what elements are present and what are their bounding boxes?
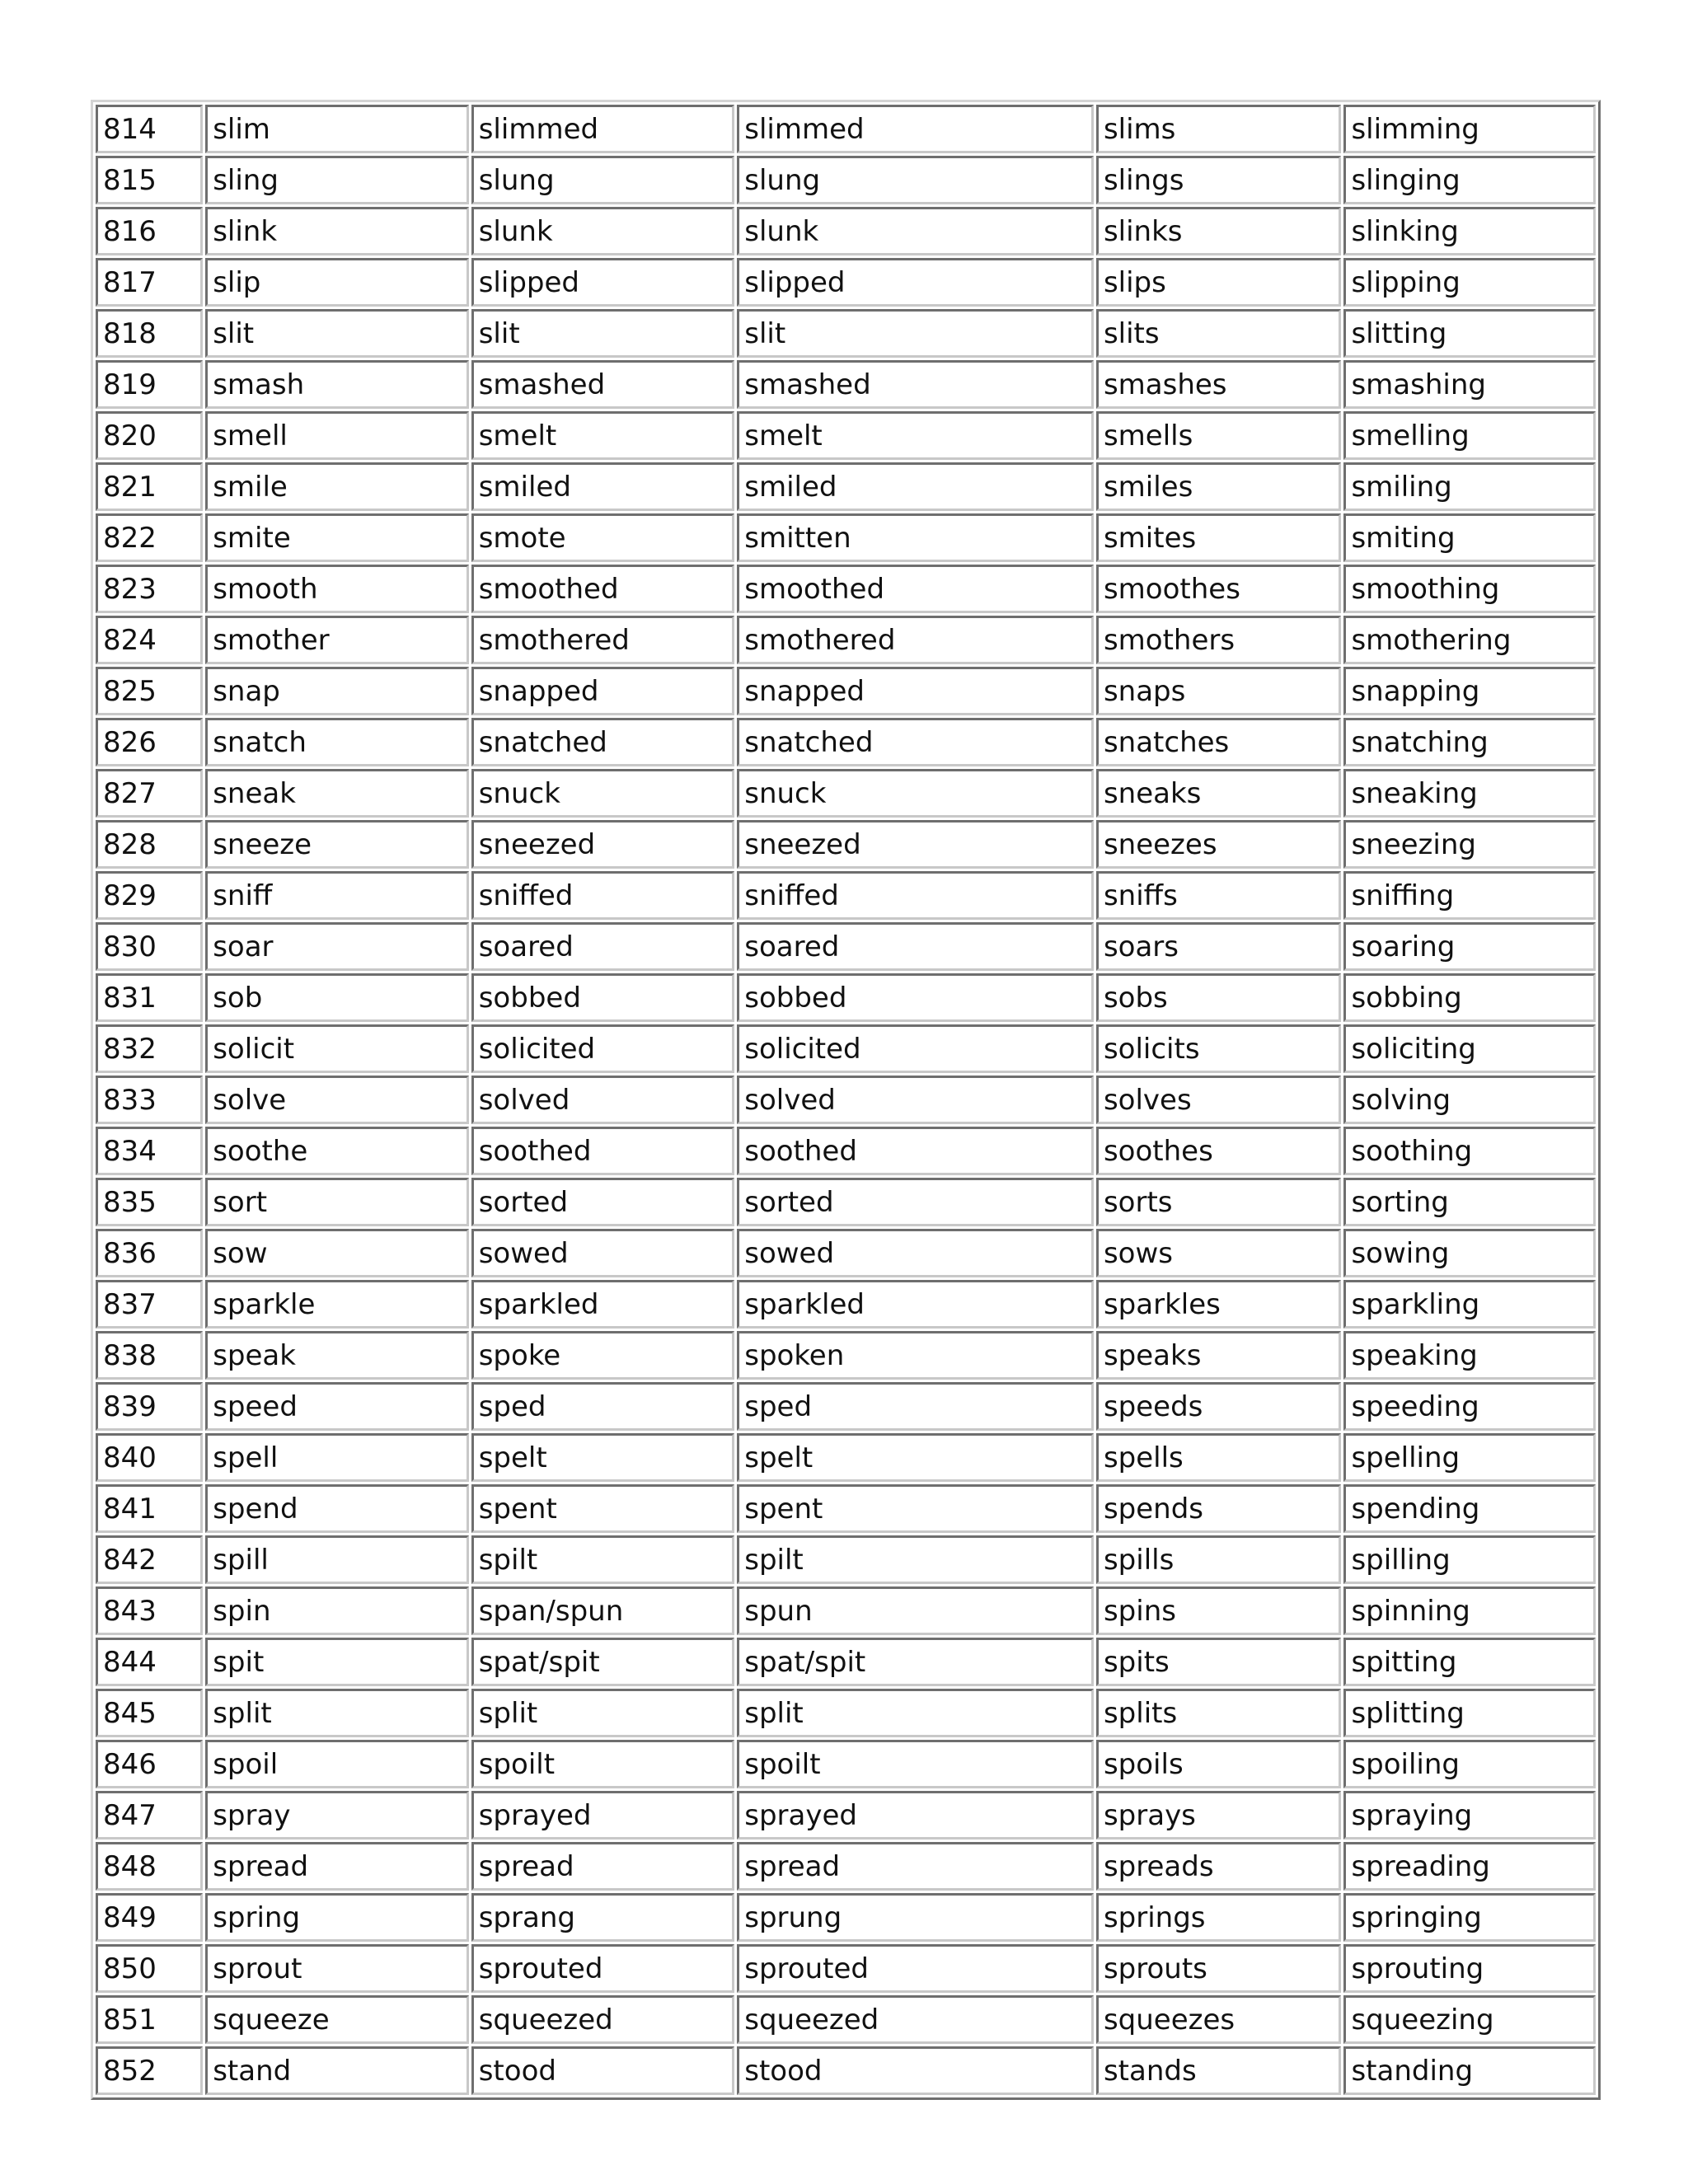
past-simple-cell: smashed — [471, 360, 735, 409]
present-participle-cell: smiling — [1343, 462, 1596, 511]
past-simple-cell: smote — [471, 513, 735, 562]
present-participle-cell: standing — [1343, 2046, 1596, 2095]
past-participle-cell: spun — [737, 1586, 1094, 1635]
past-simple-cell: spread — [471, 1842, 735, 1891]
third-person-cell: sparkles — [1096, 1280, 1341, 1329]
third-person-cell: sniffs — [1096, 871, 1341, 920]
third-person-cell: snaps — [1096, 667, 1341, 715]
row-number-cell: 826 — [96, 718, 203, 766]
present-participle-cell: spelling — [1343, 1433, 1596, 1482]
table-row — [96, 1331, 1596, 1380]
third-person-cell: smothers — [1096, 616, 1341, 664]
table-row — [96, 1024, 1596, 1073]
table-row — [96, 411, 1596, 460]
past-simple-cell: snuck — [471, 769, 735, 818]
present-participle-cell: smoothing — [1343, 565, 1596, 613]
table-row — [96, 1995, 1596, 2044]
base-form-cell: smell — [205, 411, 469, 460]
past-simple-cell: snapped — [471, 667, 735, 715]
table-row — [96, 1433, 1596, 1482]
base-form-cell: smother — [205, 616, 469, 664]
base-form-cell: smile — [205, 462, 469, 511]
row-number-cell: 852 — [96, 2046, 203, 2095]
past-participle-cell: spread — [737, 1842, 1094, 1891]
row-number-cell: 838 — [96, 1331, 203, 1380]
past-simple-cell: spent — [471, 1484, 735, 1533]
present-participle-cell: slipping — [1343, 258, 1596, 307]
base-form-cell: sprout — [205, 1944, 469, 1993]
past-simple-cell: slimmed — [471, 105, 735, 153]
present-participle-cell: spending — [1343, 1484, 1596, 1533]
third-person-cell: squeezes — [1096, 1995, 1341, 2044]
row-number-cell: 833 — [96, 1076, 203, 1124]
past-participle-cell: slunk — [737, 207, 1094, 255]
table-row — [96, 667, 1596, 715]
past-simple-cell: stood — [471, 2046, 735, 2095]
third-person-cell: speaks — [1096, 1331, 1341, 1380]
third-person-cell: sprouts — [1096, 1944, 1341, 1993]
past-participle-cell: sneezed — [737, 820, 1094, 869]
third-person-cell: slims — [1096, 105, 1341, 153]
past-simple-cell: spelt — [471, 1433, 735, 1482]
third-person-cell: splits — [1096, 1689, 1341, 1737]
past-participle-cell: sprung — [737, 1893, 1094, 1942]
past-simple-cell: smoothed — [471, 565, 735, 613]
base-form-cell: sort — [205, 1178, 469, 1226]
present-participle-cell: snapping — [1343, 667, 1596, 715]
past-simple-cell: sprouted — [471, 1944, 735, 1993]
row-number-cell: 818 — [96, 309, 203, 358]
past-simple-cell: span/spun — [471, 1586, 735, 1635]
past-participle-cell: smoothed — [737, 565, 1094, 613]
present-participle-cell: sorting — [1343, 1178, 1596, 1226]
row-number-cell: 829 — [96, 871, 203, 920]
third-person-cell: smoothes — [1096, 565, 1341, 613]
past-participle-cell: stood — [737, 2046, 1094, 2095]
row-number-cell: 850 — [96, 1944, 203, 1993]
past-participle-cell: sprouted — [737, 1944, 1094, 1993]
third-person-cell: snatches — [1096, 718, 1341, 766]
table-row — [96, 360, 1596, 409]
third-person-cell: smites — [1096, 513, 1341, 562]
third-person-cell: sows — [1096, 1229, 1341, 1277]
past-simple-cell: soothed — [471, 1127, 735, 1175]
row-number-cell: 848 — [96, 1842, 203, 1891]
present-participle-cell: speeding — [1343, 1382, 1596, 1431]
past-simple-cell: sped — [471, 1382, 735, 1431]
present-participle-cell: spoiling — [1343, 1740, 1596, 1788]
table-row — [96, 1638, 1596, 1686]
table-row — [96, 1944, 1596, 1993]
base-form-cell: slit — [205, 309, 469, 358]
third-person-cell: spends — [1096, 1484, 1341, 1533]
row-number-cell: 836 — [96, 1229, 203, 1277]
row-number-cell: 815 — [96, 156, 203, 204]
past-participle-cell: slit — [737, 309, 1094, 358]
past-simple-cell: spat/spit — [471, 1638, 735, 1686]
past-participle-cell: spent — [737, 1484, 1094, 1533]
present-participle-cell: smashing — [1343, 360, 1596, 409]
present-participle-cell: splitting — [1343, 1689, 1596, 1737]
past-simple-cell: sparkled — [471, 1280, 735, 1329]
third-person-cell: solicits — [1096, 1024, 1341, 1073]
row-number-cell: 845 — [96, 1689, 203, 1737]
past-participle-cell: soothed — [737, 1127, 1094, 1175]
third-person-cell: sneezes — [1096, 820, 1341, 869]
base-form-cell: split — [205, 1689, 469, 1737]
present-participle-cell: snatching — [1343, 718, 1596, 766]
third-person-cell: spreads — [1096, 1842, 1341, 1891]
row-number-cell: 819 — [96, 360, 203, 409]
table-row — [96, 565, 1596, 613]
past-simple-cell: smothered — [471, 616, 735, 664]
table-row — [96, 1535, 1596, 1584]
base-form-cell: smite — [205, 513, 469, 562]
present-participle-cell: springing — [1343, 1893, 1596, 1942]
third-person-cell: sobs — [1096, 973, 1341, 1022]
row-number-cell: 830 — [96, 922, 203, 971]
row-number-cell: 851 — [96, 1995, 203, 2044]
past-simple-cell: sorted — [471, 1178, 735, 1226]
past-simple-cell: split — [471, 1689, 735, 1737]
base-form-cell: spend — [205, 1484, 469, 1533]
present-participle-cell: smiting — [1343, 513, 1596, 562]
table-row — [96, 309, 1596, 358]
present-participle-cell: slitting — [1343, 309, 1596, 358]
third-person-cell: spins — [1096, 1586, 1341, 1635]
base-form-cell: speed — [205, 1382, 469, 1431]
present-participle-cell: slimming — [1343, 105, 1596, 153]
base-form-cell: slink — [205, 207, 469, 255]
base-form-cell: snatch — [205, 718, 469, 766]
past-participle-cell: sobbed — [737, 973, 1094, 1022]
present-participle-cell: soothing — [1343, 1127, 1596, 1175]
verb-forms-table — [91, 100, 1601, 2100]
base-form-cell: squeeze — [205, 1995, 469, 2044]
past-simple-cell: sobbed — [471, 973, 735, 1022]
row-number-cell: 816 — [96, 207, 203, 255]
third-person-cell: solves — [1096, 1076, 1341, 1124]
past-participle-cell: solicited — [737, 1024, 1094, 1073]
third-person-cell: sneaks — [1096, 769, 1341, 818]
row-number-cell: 824 — [96, 616, 203, 664]
row-number-cell: 822 — [96, 513, 203, 562]
past-simple-cell: smiled — [471, 462, 735, 511]
table-row — [96, 513, 1596, 562]
base-form-cell: spread — [205, 1842, 469, 1891]
present-participle-cell: spitting — [1343, 1638, 1596, 1686]
present-participle-cell: sneaking — [1343, 769, 1596, 818]
base-form-cell: snap — [205, 667, 469, 715]
past-simple-cell: snatched — [471, 718, 735, 766]
base-form-cell: stand — [205, 2046, 469, 2095]
past-simple-cell: sniffed — [471, 871, 735, 920]
table-row — [96, 1484, 1596, 1533]
row-number-cell: 821 — [96, 462, 203, 511]
past-participle-cell: smashed — [737, 360, 1094, 409]
row-number-cell: 820 — [96, 411, 203, 460]
past-participle-cell: smothered — [737, 616, 1094, 664]
past-participle-cell: sped — [737, 1382, 1094, 1431]
present-participle-cell: spilling — [1343, 1535, 1596, 1584]
third-person-cell: stands — [1096, 2046, 1341, 2095]
present-participle-cell: solving — [1343, 1076, 1596, 1124]
base-form-cell: soothe — [205, 1127, 469, 1175]
row-number-cell: 841 — [96, 1484, 203, 1533]
third-person-cell: spells — [1096, 1433, 1341, 1482]
row-number-cell: 840 — [96, 1433, 203, 1482]
row-number-cell: 817 — [96, 258, 203, 307]
past-participle-cell: spat/spit — [737, 1638, 1094, 1686]
past-simple-cell: squeezed — [471, 1995, 735, 2044]
base-form-cell: sneak — [205, 769, 469, 818]
past-simple-cell: sneezed — [471, 820, 735, 869]
table-row — [96, 1178, 1596, 1226]
present-participle-cell: soliciting — [1343, 1024, 1596, 1073]
past-participle-cell: sorted — [737, 1178, 1094, 1226]
table-row — [96, 1893, 1596, 1942]
third-person-cell: spits — [1096, 1638, 1341, 1686]
row-number-cell: 844 — [96, 1638, 203, 1686]
base-form-cell: spit — [205, 1638, 469, 1686]
base-form-cell: sob — [205, 973, 469, 1022]
table-row — [96, 1382, 1596, 1431]
past-participle-cell: spelt — [737, 1433, 1094, 1482]
present-participle-cell: sniffing — [1343, 871, 1596, 920]
table-row — [96, 1229, 1596, 1277]
past-simple-cell: spoilt — [471, 1740, 735, 1788]
present-participle-cell: sprouting — [1343, 1944, 1596, 1993]
past-participle-cell: spoken — [737, 1331, 1094, 1380]
past-simple-cell: sprang — [471, 1893, 735, 1942]
table-row — [96, 820, 1596, 869]
past-participle-cell: sniffed — [737, 871, 1094, 920]
past-participle-cell: snapped — [737, 667, 1094, 715]
past-simple-cell: sprayed — [471, 1791, 735, 1840]
table-row — [96, 922, 1596, 971]
table-row — [96, 1689, 1596, 1737]
third-person-cell: slinks — [1096, 207, 1341, 255]
table-row — [96, 769, 1596, 818]
table-row — [96, 1791, 1596, 1840]
present-participle-cell: speaking — [1343, 1331, 1596, 1380]
third-person-cell: springs — [1096, 1893, 1341, 1942]
third-person-cell: sorts — [1096, 1178, 1341, 1226]
past-participle-cell: sprayed — [737, 1791, 1094, 1840]
past-participle-cell: sparkled — [737, 1280, 1094, 1329]
base-form-cell: sniff — [205, 871, 469, 920]
table-row — [96, 2046, 1596, 2095]
present-participle-cell: slinging — [1343, 156, 1596, 204]
table-row — [96, 616, 1596, 664]
base-form-cell: soar — [205, 922, 469, 971]
past-participle-cell: snatched — [737, 718, 1094, 766]
past-participle-cell: split — [737, 1689, 1094, 1737]
past-simple-cell: soared — [471, 922, 735, 971]
past-participle-cell: solved — [737, 1076, 1094, 1124]
row-number-cell: 828 — [96, 820, 203, 869]
table-row — [96, 156, 1596, 204]
row-number-cell: 837 — [96, 1280, 203, 1329]
base-form-cell: spill — [205, 1535, 469, 1584]
third-person-cell: slits — [1096, 309, 1341, 358]
past-participle-cell: slimmed — [737, 105, 1094, 153]
row-number-cell: 842 — [96, 1535, 203, 1584]
third-person-cell: sprays — [1096, 1791, 1341, 1840]
third-person-cell: spills — [1096, 1535, 1341, 1584]
table-row — [96, 718, 1596, 766]
third-person-cell: slips — [1096, 258, 1341, 307]
past-participle-cell: smelt — [737, 411, 1094, 460]
past-simple-cell: sowed — [471, 1229, 735, 1277]
table-row — [96, 1280, 1596, 1329]
present-participle-cell: smelling — [1343, 411, 1596, 460]
base-form-cell: spin — [205, 1586, 469, 1635]
third-person-cell: speeds — [1096, 1382, 1341, 1431]
base-form-cell: solve — [205, 1076, 469, 1124]
base-form-cell: spring — [205, 1893, 469, 1942]
table-row — [96, 1740, 1596, 1788]
past-simple-cell: slipped — [471, 258, 735, 307]
past-simple-cell: solicited — [471, 1024, 735, 1073]
row-number-cell: 831 — [96, 973, 203, 1022]
past-simple-cell: smelt — [471, 411, 735, 460]
past-simple-cell: slung — [471, 156, 735, 204]
base-form-cell: speak — [205, 1331, 469, 1380]
row-number-cell: 835 — [96, 1178, 203, 1226]
row-number-cell: 843 — [96, 1586, 203, 1635]
table-row — [96, 258, 1596, 307]
present-participle-cell: soaring — [1343, 922, 1596, 971]
past-simple-cell: slit — [471, 309, 735, 358]
past-participle-cell: snuck — [737, 769, 1094, 818]
present-participle-cell: sparkling — [1343, 1280, 1596, 1329]
row-number-cell: 847 — [96, 1791, 203, 1840]
past-participle-cell: spoilt — [737, 1740, 1094, 1788]
base-form-cell: smash — [205, 360, 469, 409]
table-row — [96, 1127, 1596, 1175]
base-form-cell: sow — [205, 1229, 469, 1277]
row-number-cell: 827 — [96, 769, 203, 818]
row-number-cell: 832 — [96, 1024, 203, 1073]
table-row — [96, 462, 1596, 511]
past-participle-cell: spilt — [737, 1535, 1094, 1584]
past-participle-cell: smitten — [737, 513, 1094, 562]
base-form-cell: spoil — [205, 1740, 469, 1788]
row-number-cell: 823 — [96, 565, 203, 613]
base-form-cell: smooth — [205, 565, 469, 613]
table-row — [96, 207, 1596, 255]
row-number-cell: 814 — [96, 105, 203, 153]
table-row — [96, 1586, 1596, 1635]
base-form-cell: slip — [205, 258, 469, 307]
base-form-cell: spell — [205, 1433, 469, 1482]
past-participle-cell: sowed — [737, 1229, 1094, 1277]
base-form-cell: slim — [205, 105, 469, 153]
present-participle-cell: squeezing — [1343, 1995, 1596, 2044]
row-number-cell: 849 — [96, 1893, 203, 1942]
present-participle-cell: smothering — [1343, 616, 1596, 664]
past-simple-cell: spoke — [471, 1331, 735, 1380]
past-participle-cell: smiled — [737, 462, 1094, 511]
past-simple-cell: solved — [471, 1076, 735, 1124]
base-form-cell: sneeze — [205, 820, 469, 869]
past-simple-cell: spilt — [471, 1535, 735, 1584]
past-participle-cell: squeezed — [737, 1995, 1094, 2044]
present-participle-cell: sobbing — [1343, 973, 1596, 1022]
third-person-cell: smells — [1096, 411, 1341, 460]
row-number-cell: 825 — [96, 667, 203, 715]
third-person-cell: soars — [1096, 922, 1341, 971]
base-form-cell: spray — [205, 1791, 469, 1840]
past-participle-cell: slipped — [737, 258, 1094, 307]
base-form-cell: sparkle — [205, 1280, 469, 1329]
present-participle-cell: sneezing — [1343, 820, 1596, 869]
table-row — [96, 105, 1596, 153]
row-number-cell: 846 — [96, 1740, 203, 1788]
present-participle-cell: spreading — [1343, 1842, 1596, 1891]
table-row — [96, 871, 1596, 920]
row-number-cell: 839 — [96, 1382, 203, 1431]
third-person-cell: smiles — [1096, 462, 1341, 511]
present-participle-cell: slinking — [1343, 207, 1596, 255]
present-participle-cell: spraying — [1343, 1791, 1596, 1840]
past-simple-cell: slunk — [471, 207, 735, 255]
table-row — [96, 973, 1596, 1022]
third-person-cell: slings — [1096, 156, 1341, 204]
verb-table-body — [96, 105, 1596, 2095]
present-participle-cell: spinning — [1343, 1586, 1596, 1635]
row-number-cell: 834 — [96, 1127, 203, 1175]
past-participle-cell: soared — [737, 922, 1094, 971]
third-person-cell: soothes — [1096, 1127, 1341, 1175]
table-row — [96, 1842, 1596, 1891]
third-person-cell: smashes — [1096, 360, 1341, 409]
third-person-cell: spoils — [1096, 1740, 1341, 1788]
present-participle-cell: sowing — [1343, 1229, 1596, 1277]
past-participle-cell: slung — [737, 156, 1094, 204]
table-row — [96, 1076, 1596, 1124]
base-form-cell: solicit — [205, 1024, 469, 1073]
base-form-cell: sling — [205, 156, 469, 204]
